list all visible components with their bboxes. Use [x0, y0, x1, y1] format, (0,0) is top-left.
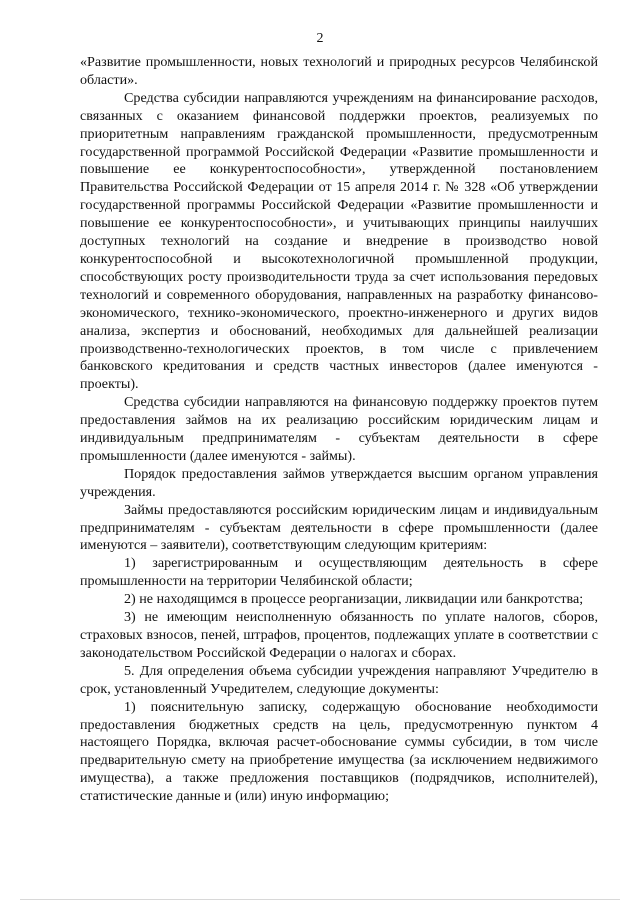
body-paragraph: 3) не имеющим неисполненную обязанность по уплате налогов, сборов, страховых взносов, пеней, штрафов, процентов, подлежащих уплате в соответствии с законодательством Российской Федерации о налогах и сборах. — [80, 609, 598, 661]
page-number: 2 — [316, 31, 324, 46]
body-paragraph: 2) не находящимся в процессе реорганизации, ликвидации или банкротства; — [124, 591, 584, 608]
body-paragraph: Средства субсидии направляются на финансовую поддержку проектов путем предоставления займов на их реализацию российским юридическим лицам и индивидуальным предпринимателям - субъектам деятельности в сфере промышленности (далее именуются - займы). — [80, 394, 598, 464]
body-paragraph: «Развитие промышленности, новых технологий и природных ресурсов Челябинской области». — [80, 54, 598, 88]
body-paragraph: Порядок предоставления займов утверждается высшим органом управления учреждения. — [80, 465, 598, 500]
body-paragraph: 1) зарегистрированным и осуществляющим деятельность в сфере промышленности на территории Челябинской области; — [80, 555, 598, 590]
scan-bottom-edge — [20, 899, 620, 900]
body-paragraph: 1) пояснительную записку, содержащую обоснование необходимости предоставления бюджетных средств на цель, предусмотренную пунктом 4 настоящего Порядка, включая расчет-обоснование суммы субсидии, в том числе предварительную смету на приобретение имущества (за исключением недвижимого имущества), а также предложения поставщиков (подрядчиков, исполнителей), статистические данные и (или) иную информацию; — [80, 698, 598, 805]
body-paragraph: 5. Для определения объема субсидии учреждения направляют Учредителю в срок, установленный Учредителем, следующие документы: — [80, 662, 598, 697]
body-paragraph: Средства субсидии направляются учреждениям на финансирование расходов, связанных с оказанием финансовой поддержки проектов, реализуемых по приоритетным направлениям гражданской промышленности, предусмотренным государственной программой Российской Федерации «Развитие промышленности и повышение ее конкурентоспособности», утвержденной постановлением Правительства Российской Федерации от 15 апреля 2014 г. № 328 «Об утверждении государственной программы Российской Федерации «Развитие промышленности и повышение ее конкурентоспособности», и учитывающих принципы наилучших доступных технологий на создание и внедрение в производство новой конкурентоспособной и высокотехнологичной промышленной продукции, способствующих росту производительности труда за счет использования передовых технологий и современного оборудования, направленных на разработку финансово-экономического, технико-экономического, проектно-инженерного и других видов анализа, экспертиз и обоснований, необходимых для дальнейшей реализации производственно-технологических проектов, в том числе с привлечением банковского кредитования и средств частных инвесторов (далее именуются - проекты). — [80, 89, 598, 393]
body-paragraph: Займы предоставляются российским юридическим лицам и индивидуальным предпринимателям - субъектам деятельности в сфере промышленности (далее именуются – заявители), соответствующим следующим критериям: — [80, 501, 598, 554]
document-body — [80, 54, 598, 806]
